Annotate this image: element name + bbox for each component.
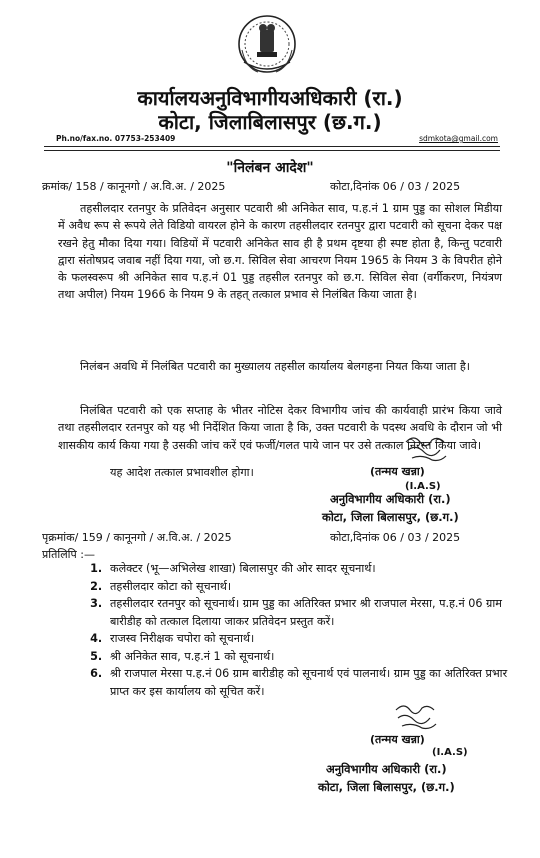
list-item: 2. तहसीलदार कोटा को सूचनार्थ। [106, 578, 526, 596]
phone-fax: Ph.no/fax.no. 07753-253409 [56, 134, 176, 143]
order-paragraph-1: तहसीलदार रतनपुर के प्रतिवेदन अनुसार पटवारी श्री अनिकेत साव, प.ह.नं 1 ग्राम पुड्ड का सोशल मिडीया में अवैध रूप से रूपये लेते विडियो वायरल होने के कारण तहसीलदार रतनपुर द्वारा पटवारी को सूचना देकर पक्ष रखने हेतु मौका दिया गया। विडियों में पटवारी अनिकेत साव ही है प्रथम दृष्टया ही स्पष्ट होता है, किन्तु पटवारी द्वारा संतोषप्रद जवाब नहीं दिया गया, जो छ.ग. सिविल सेवा आचरण नियम 1965 के नियम 3 के विपरीत होने के फलस्वरूप श्री अनिकेत साव प.ह.नं 01 पुड्ड तहसील रतनपुर को छ.ग. सिविल सेवा (वर्गीकरण, नियंत्रण तथा अपील) नियम 1966 के नियम 9 के तहत् तत्काल प्रभाव से निलंबित किया जाता है। [58, 202, 502, 302]
signatory-designation-second: अनुविभागीय अधिकारी (रा.) [326, 762, 447, 776]
signatory-address-second: कोटा, जिला बिलासपुर, (छ.ग.) [318, 780, 455, 794]
office-name: कार्यालयअनुविभागीयअधिकारी (रा.) [137, 86, 403, 110]
office-location: कोटा, जिलाबिलासपुर (छ.ग.) [158, 110, 382, 134]
copy-label: प्रतिलिपि :— [42, 548, 95, 561]
signatory-name-second: (तन्मय खन्ना) [370, 733, 425, 746]
copy-ref-number: पृक्रमांक/ 159 / कानूनगो / अ.वि.अ. / 2025 [42, 531, 232, 544]
signatory-service: (I.A.S) [405, 481, 441, 492]
signature-mark [402, 432, 452, 464]
state-emblem-icon [236, 10, 298, 82]
order-ref-number: क्रमांक/ 158 / कानूनगो / अ.वि.अ. / 2025 [42, 180, 226, 193]
signatory-designation: अनुविभागीय अधिकारी (रा.) [330, 492, 451, 506]
copy-list [88, 560, 526, 700]
signatory-service-second: (I.A.S) [432, 747, 468, 758]
office-email-link[interactable]: sdmkota@gmail.com [419, 134, 498, 143]
signature-mark-second [392, 700, 442, 734]
header-rule [44, 146, 500, 147]
order-place-date: कोटा,दिनांक 06 / 03 / 2025 [330, 180, 461, 193]
order-paragraph-4: यह आदेश तत्काल प्रभावशील होगा। [110, 466, 254, 479]
order-title: "निलंबन आदेश" [226, 160, 314, 176]
list-item: 6. श्री राजपाल मेरसा प.ह.नं 06 ग्राम बारीडीह को सूचनार्थ एवं पालनार्थ। ग्राम पुड्ड का अतिरिक्त प्रभार प्राप्त कर इस कार्यालय को सूचित करें। [106, 665, 526, 700]
header-rule-second [44, 150, 500, 151]
list-item: 4. राजस्व निरीक्षक चपोरा को सूचनार्थ। [106, 630, 526, 648]
signatory-address: कोटा, जिला बिलासपुर, (छ.ग.) [322, 510, 459, 524]
order-paragraph-3: निलंबित पटवारी को एक सप्ताह के भीतर नोटिस देकर विभागीय जांच की कार्यवाही प्रारंभ किया जावे तथा तहसीलदार रतनपुर को यह भी निर्देशित किया जाता है कि, उक्त पटवारी के पदस्थ अवधि के दौरान जो भी शासकीय कार्य किया गया है उसकी जांच करें एवं फर्जी/गलत पाये जान पर उसे तत्काल निरस्त किया जावे। [58, 404, 502, 452]
list-item: 1. कलेक्टर (भू—अभिलेख शाखा) बिलासपुर की ओर सादर सूचनार्थ। [106, 560, 526, 578]
list-item: 3. तहसीलदार रतनपुर को सूचनार्थ। ग्राम पुड्ड का अतिरिक्त प्रभार श्री राजपाल मेरसा, प.ह.नं 06 ग्राम बारीडीह को तत्काल दिलाया जाकर प्रतिवेदन प्रस्तुत करें। [106, 595, 526, 630]
copy-place-date: कोटा,दिनांक 06 / 03 / 2025 [330, 531, 461, 544]
signatory-name: (तन्मय खन्ना) [370, 465, 425, 478]
list-item: 5. श्री अनिकेत साव, प.ह.नं 1 को सूचनार्थ। [106, 648, 526, 666]
order-paragraph-2: निलंबन अवधि में निलंबित पटवारी का मुख्यालय तहसील कार्यालय बेलगहना नियत किया जाता है। [80, 360, 471, 373]
